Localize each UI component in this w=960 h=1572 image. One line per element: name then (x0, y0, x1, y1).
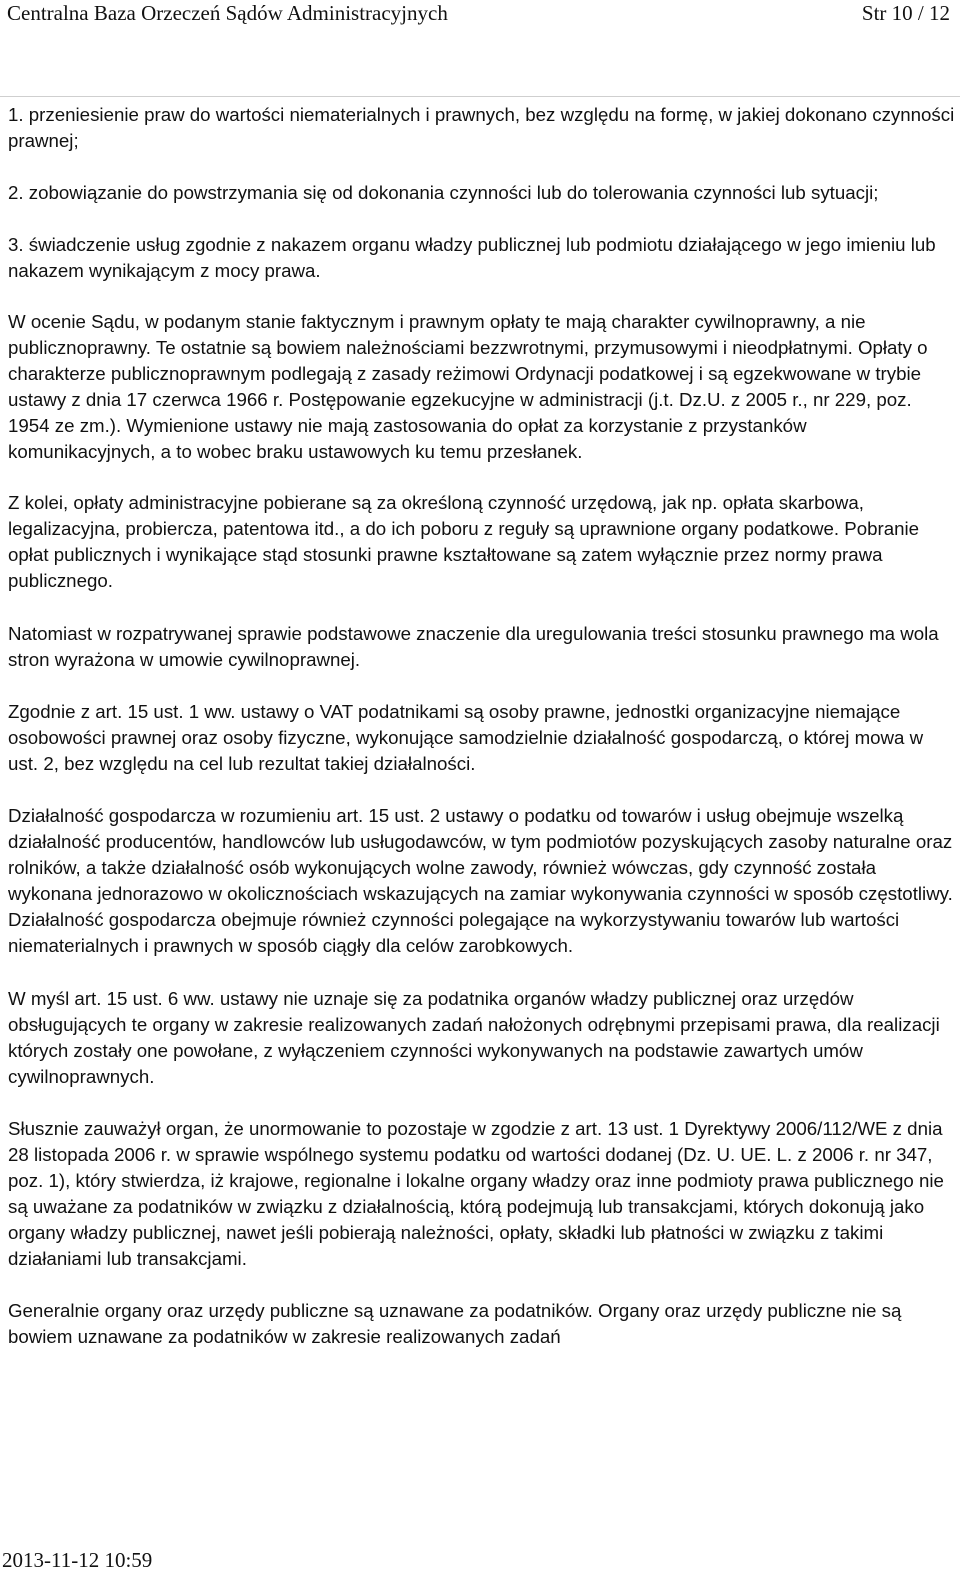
paragraph-court-opinion: W ocenie Sądu, w podanym stanie faktycznym i prawnym opłaty te mają charakter cywilnoprawny, a nie publicznoprawny. Te ostatnie są bowiem należnościami bezzwrotnymi, przymusowymi i nieodpłatnymi. Opłaty o charakterze publicznoprawnym podlegają z zasady reżimowi Ordynacji podatkowej i są egzekwowane w trybie ustawy z dnia 17 czerwca 1966 r. Postępowanie egzekucyjne w administracji (j.t. Dz.U. z 2005 r., nr 229, poz. 1954 ze zm.). Wymienione ustawy nie mają zastosowania do opłat za korzystanie z przystanków komunikacyjnych, a to wobec braku ustawowych ku temu przesłanek. (8, 311, 928, 462)
header-divider (0, 96, 960, 97)
paragraph-administrative-fees: Z kolei, opłaty administracyjne pobierane są za określoną czynność urzędową, jak np. opłata skarbowa, legalizacyjna, probiercza, patentowa itd., a do ich poboru z reguły są uprawnione organy podatkowe. Pobranie opłat publicznych i wynikające stąd stosunki prawne kształtowane są zatem wyłącznie przez normy prawa publicznego. (8, 492, 920, 591)
print-timestamp: 2013-11-12 10:59 (2, 1548, 153, 1572)
list-item-1: 1. przeniesienie praw do wartości niematerialnych i prawnych, bez względu na formę, w jakiej dokonano czynności prawnej; (8, 104, 955, 151)
list-item-2: 2. zobowiązanie do powstrzymania się od dokonania czynności lub do tolerowania czynności lub sytuacji; (8, 182, 879, 203)
page-number: Str 10 / 12 (861, 1, 950, 25)
paragraph-civil-contract: Natomiast w rozpatrywanej sprawie podstawowe znaczenie dla uregulowania treści stosunku prawnego ma wola stron wyrażona w umowie cywilnoprawnej. (8, 623, 939, 670)
paragraph-art-15-ust-1: Zgodnie z art. 15 ust. 1 ww. ustawy o VAT podatnikami są osoby prawne, jednostki organizacyjne niemające osobowości prawnej oraz osoby fizyczne, wykonujące samodzielnie działalność gospodarczą, o której mowa w ust. 2, bez względu na cel lub rezultat takiej działalności. (8, 701, 924, 774)
document-body (8, 102, 956, 1350)
paragraph-generalnie: Generalnie organy oraz urzędy publiczne są uznawane za podatników. Organy oraz urzędy publiczne nie są bowiem uznawane za podatników w zakresie realizowanych zadań (8, 1300, 902, 1347)
document-source-title: Centralna Baza Orzeczeń Sądów Administracyjnych (7, 1, 448, 25)
page-header (0, 0, 960, 32)
list-item-3: 3. świadczenie usług zgodnie z nakazem organu władzy publicznej lub podmiotu działającego w jego imieniu lub nakazem wynikającym z mocy prawa. (8, 234, 936, 281)
paragraph-art-15-ust-6: W myśl art. 15 ust. 6 ww. ustawy nie uznaje się za podatnika organów władzy publicznej oraz urzędów obsługujących te organy w zakresie realizowanych zadań nałożonych odrębnymi przepisami prawa, dla realizacji których zostały one powołane, z wyłączeniem czynności wykonywanych na podstawie zawartych umów cywilnoprawnych. (8, 988, 940, 1087)
paragraph-directive: Słusznie zauważył organ, że unormowanie to pozostaje w zgodzie z art. 13 ust. 1 Dyrektywy 2006/112/WE z dnia 28 listopada 2006 r. w sprawie wspólnego systemu podatku od wartości dodanej (Dz. U. UE. L. z 2006 r. nr 347, poz. 1), który stwierdza, iż krajowe, regionalne i lokalne organy władzy oraz inne podmioty prawa publicznego nie są uważane za podatników w związku z działalnością, którą podejmują lub transakcjami, których dokonują jako organy władzy publicznej, nawet jeśli pobierają należności, opłaty, składki lub płatności w związku z takimi działaniami lub transakcjami. (8, 1118, 944, 1269)
paragraph-art-15-ust-2: Działalność gospodarcza w rozumieniu art. 15 ust. 2 ustawy o podatku od towarów i usług obejmuje wszelką działalność producentów, handlowców lub usługodawców, w tym podmiotów pozyskujących zasoby naturalne oraz rolników, a także działalność osób wykonujących wolne zawody, również wówczas, gdy czynność została wykonana jednorazowo w okolicznościach wskazujących na zamiar wykonywania czynności w sposób częstotliwy. Działalność gospodarcza obejmuje również czynności polegające na wykorzystywaniu towarów lub wartości niematerialnych i prawnych w sposób ciągły dla celów zarobkowych. (8, 805, 953, 956)
